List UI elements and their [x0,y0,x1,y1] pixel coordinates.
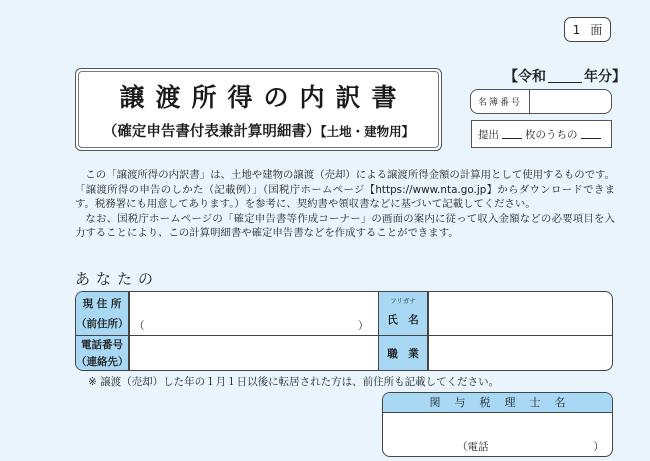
intro-paragraph-1: この「譲渡所得の内訳書」は、土地や建物の譲渡（売却）による譲渡所得金額の計算用として使用するものです。「譲渡所得の申告のしかた（記載例）」（国税庁ホームページ【https://www.nta.go.jp】からダウンロードできます。税務署にも用意してあります。）を参考に、契約書や領収書などに基づいて記載してください。 [75,169,615,211]
form-title: 譲渡所得の内訳書 [119,83,408,112]
register-number-input[interactable] [530,90,611,113]
submission-index-input[interactable] [581,129,601,139]
phone-label: 電話番号 [81,339,123,351]
name-header [379,292,427,335]
prev-address-close: ） [358,320,369,332]
form-subtitle: （確定申告書付表兼計算明細書）【土地・建物用】 [102,124,415,140]
personal-info-form [75,291,613,371]
occupation-label: 職 業 [387,348,419,360]
register-number-label: 名簿番号 [471,90,530,113]
form-title-box [75,68,442,151]
submission-count-box: 提出 枚のうちの [471,120,612,148]
name-input[interactable] [429,292,613,335]
intro-text [75,168,615,241]
relocation-note: ※ 譲渡（売却）した年の１月１日以後に転居された方は、前住所も記載してください。 [88,376,500,388]
submission-total-input[interactable] [502,129,522,139]
tax-year: 【令和 年分】 [504,69,626,85]
occupation-header [379,335,427,371]
prev-address-input[interactable] [146,316,356,332]
phone-header [76,335,128,371]
tax-accountant-header: 関与税理士名 [383,393,612,413]
tax-accountant-box [382,392,613,457]
phone-input[interactable] [130,336,378,371]
page-unit: 面 [590,23,603,37]
contact-label: （連絡先） [76,356,129,368]
address-input[interactable] [130,292,378,314]
register-number-box [470,89,612,114]
prev-address-label: （前住所） [76,318,129,330]
page-number-box [564,17,611,42]
you-section-title: あなたの [75,270,160,288]
tax-accountant-phone-close: ） [593,441,604,453]
address-header [76,292,128,335]
furigana-label: フリガナ [390,297,416,305]
form-subtitle-tag: 【土地・建物用】 [320,124,415,139]
address-label: 現 住 所 [82,298,122,310]
page-number: 1 [572,22,581,37]
tax-accountant-phone-input[interactable] [489,437,589,453]
year-input[interactable] [548,69,582,83]
tax-accountant-phone-label: （電話 [457,441,489,453]
name-label: 氏 名 [387,314,419,326]
occupation-input[interactable] [429,336,613,371]
tax-accountant-name-input[interactable] [383,415,612,437]
intro-paragraph-2: なお、国税庁ホームページの「確定申告書等作成コーナー」の画面の案内に従って収入金額などの必要項目を入力することにより、この計算明細書や確定申告書などを作成することができます。 [75,212,615,240]
prev-address-open: （ [134,320,145,332]
